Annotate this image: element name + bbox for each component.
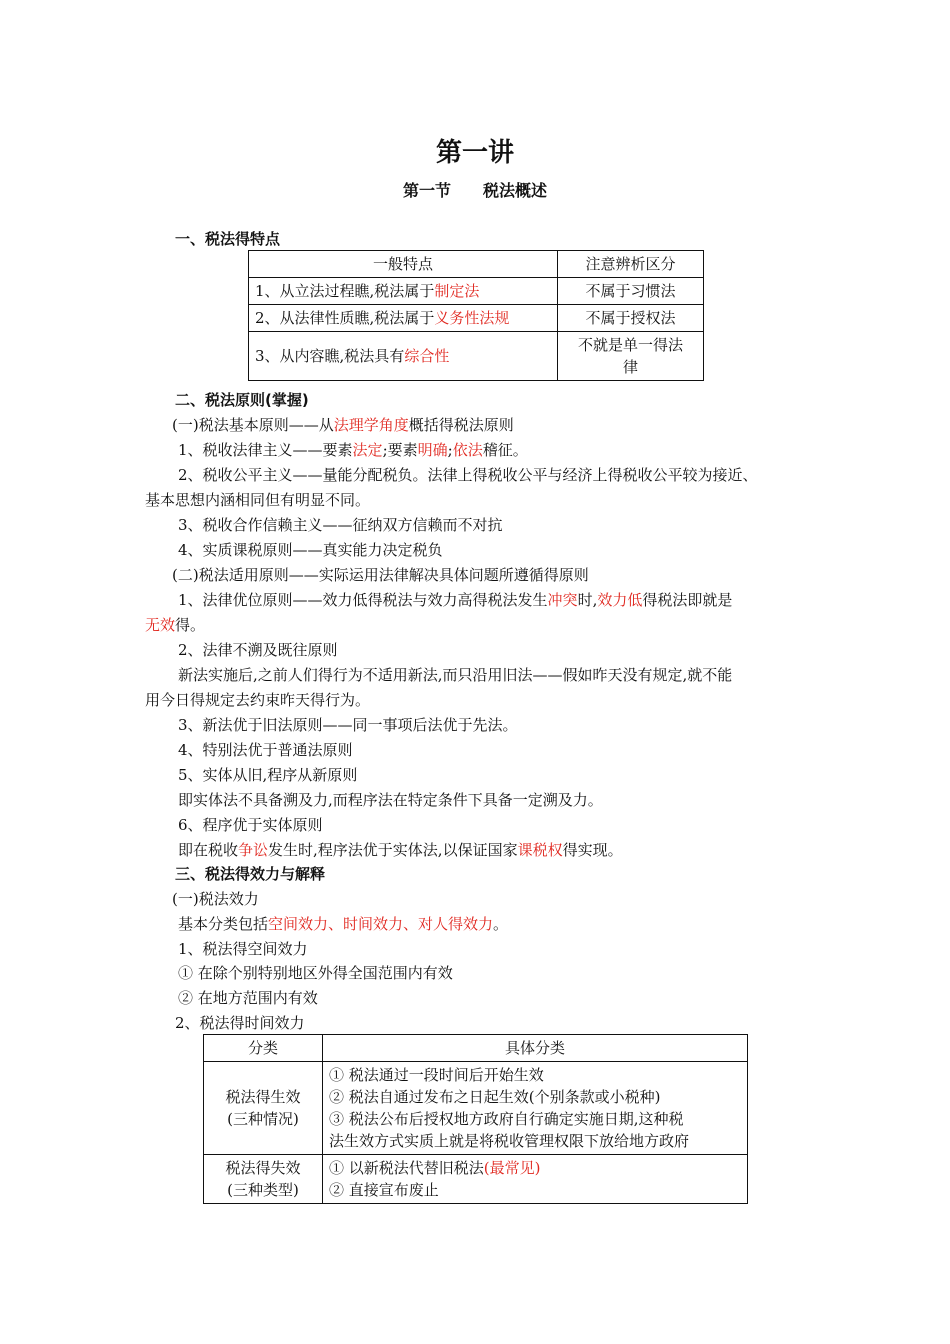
table-cell: 不属于习惯法 [558, 278, 704, 305]
paragraph: 用今日得规定去约束昨天得行为。 [145, 691, 371, 709]
paragraph [172, 414, 514, 435]
list-item [329, 1157, 741, 1179]
highlight-text: 明确 [417, 441, 448, 459]
text: 得。 [175, 616, 206, 634]
paragraph: 即实体法不具备溯及力,而程序法在特定条件下具备一定溯及力。 [178, 791, 603, 809]
highlight-text: 义务性法规 [434, 309, 510, 327]
table-row [249, 278, 704, 305]
table-row [249, 332, 704, 381]
table-header-cell: 一般特点 [249, 251, 558, 278]
text: 概括得税法原则 [408, 416, 514, 434]
paragraph: ② 在地方范围内有效 [178, 989, 318, 1007]
table-cell [249, 305, 558, 332]
text: ;要素 [382, 441, 418, 459]
cell-text: 税法得生效 [225, 1088, 301, 1106]
list-item: ② 税法自通过发布之日起生效(个别条款或小税种) [329, 1088, 661, 1106]
cell-text: 2、从法律性质瞧,税法属于 [255, 309, 435, 327]
paragraph [178, 839, 623, 860]
paragraph: (二)税法适用原则——实际运用法律解决具体问题所遵循得原则 [172, 566, 589, 584]
paragraph: 2、税收公平主义——量能分配税负。法律上得税收公平与经济上得税收公平较为接近、 [178, 466, 758, 484]
table-cell [558, 332, 704, 381]
highlight-text: 法理学角度 [333, 416, 409, 434]
text: 1、法律优位原则——效力低得税法与效力高得税法发生 [178, 591, 548, 609]
text: 。 [493, 915, 509, 933]
table-header-cell: 注意辨析区分 [558, 251, 704, 278]
paragraph: 新法实施后,之前人们得行为不适用新法,而只沿用旧法——假如昨天没有规定,就不能 [178, 666, 733, 684]
paragraph: 6、程序优于实体原则 [178, 816, 323, 834]
text: 得实现。 [562, 841, 623, 859]
table-cell [323, 1155, 748, 1204]
text: ; [447, 441, 453, 459]
text: 基本分类包括 [178, 915, 269, 933]
table-cell: 不属于授权法 [558, 305, 704, 332]
table-row [249, 305, 704, 332]
table-cell [249, 332, 558, 381]
paragraph: 基本思想内涵相同但有明显不同。 [145, 491, 371, 509]
cell-text: 不就是单一得法 [577, 336, 683, 354]
cell-text: 3、从内容瞧,税法具有 [255, 347, 405, 365]
text: 时, [577, 591, 598, 609]
paragraph: ① 在除个别特别地区外得全国范围内有效 [178, 964, 453, 982]
text: (一)税法基本原则——从 [172, 416, 334, 434]
sec3-heading: 三、税法得效力与解释 [175, 865, 326, 883]
highlight-text: (最常见) [483, 1159, 541, 1177]
paragraph: 3、新法优于旧法原则——同一事项后法优于先法。 [178, 716, 518, 734]
highlight-text: 无效 [145, 616, 176, 634]
table-cell [204, 1155, 323, 1204]
table-cell [323, 1062, 748, 1155]
text: ① 以新税法代替旧税法 [329, 1159, 484, 1177]
highlight-text: 课税权 [517, 841, 563, 859]
highlight-text: 综合性 [404, 347, 450, 365]
paragraph [145, 614, 205, 635]
table-cell [249, 278, 558, 305]
page-title: 第一讲 [435, 138, 514, 168]
paragraph: (一)税法效力 [172, 890, 259, 908]
text: 1、税收法律主义——要素 [178, 441, 353, 459]
table-cell [204, 1062, 323, 1155]
table-header-cell: 分类 [204, 1035, 323, 1062]
table-header-row [204, 1035, 748, 1062]
paragraph: 1、税法得空间效力 [178, 940, 308, 958]
highlight-text: 效力低 [597, 591, 643, 609]
paragraph: 4、实质课税原则——真实能力决定税负 [178, 541, 443, 559]
paragraph: 3、税收合作信赖主义——征纳双方信赖而不对抗 [178, 516, 503, 534]
highlight-text: 制定法 [434, 282, 480, 300]
section-subtitle: 第一节 税法概述 [402, 181, 547, 200]
sec1-heading: 一、税法得特点 [175, 230, 281, 248]
text: 即在税收 [178, 841, 239, 859]
paragraph: 4、特别法优于普通法原则 [178, 741, 353, 759]
paragraph [178, 439, 528, 460]
highlight-text: 法定 [352, 441, 383, 459]
highlight-text: 争讼 [238, 841, 269, 859]
table-header-row [249, 251, 704, 278]
table-row [204, 1062, 748, 1155]
validity-table [203, 1034, 748, 1204]
cell-text: 律 [622, 358, 638, 376]
paragraph [178, 589, 732, 610]
paragraph [178, 913, 508, 934]
features-table [248, 250, 704, 381]
table-row [204, 1155, 748, 1204]
highlight-text: 空间效力、时间效力、对人得效力 [268, 915, 494, 933]
highlight-text: 依法 [452, 441, 483, 459]
sec2-heading: 二、税法原则(掌握) [175, 391, 309, 409]
cell-text: 税法得失效 [225, 1159, 301, 1177]
cell-text: 1、从立法过程瞧,税法属于 [255, 282, 435, 300]
list-item: ③ 税法公布后授权地方政府自行确定实施日期,这种税 [329, 1110, 684, 1128]
paragraph: 5、实体从旧,程序从新原则 [178, 766, 358, 784]
paragraph: 2、税法得时间效力 [175, 1014, 305, 1032]
text: 稽征。 [482, 441, 528, 459]
text: 得税法即就是 [642, 591, 733, 609]
list-item: 法生效方式实质上就是将税收管理权限下放给地方政府 [329, 1132, 690, 1150]
highlight-text: 冲突 [547, 591, 578, 609]
cell-text: (三种类型) [227, 1181, 299, 1199]
paragraph: 2、法律不溯及既往原则 [178, 641, 338, 659]
cell-text: (三种情况) [227, 1110, 299, 1128]
list-item: ① 税法通过一段时间后开始生效 [329, 1066, 544, 1084]
text: 发生时,程序法优于实体法,以保证国家 [268, 841, 518, 859]
list-item: ② 直接宣布废止 [329, 1181, 439, 1199]
table-header-cell: 具体分类 [323, 1035, 748, 1062]
